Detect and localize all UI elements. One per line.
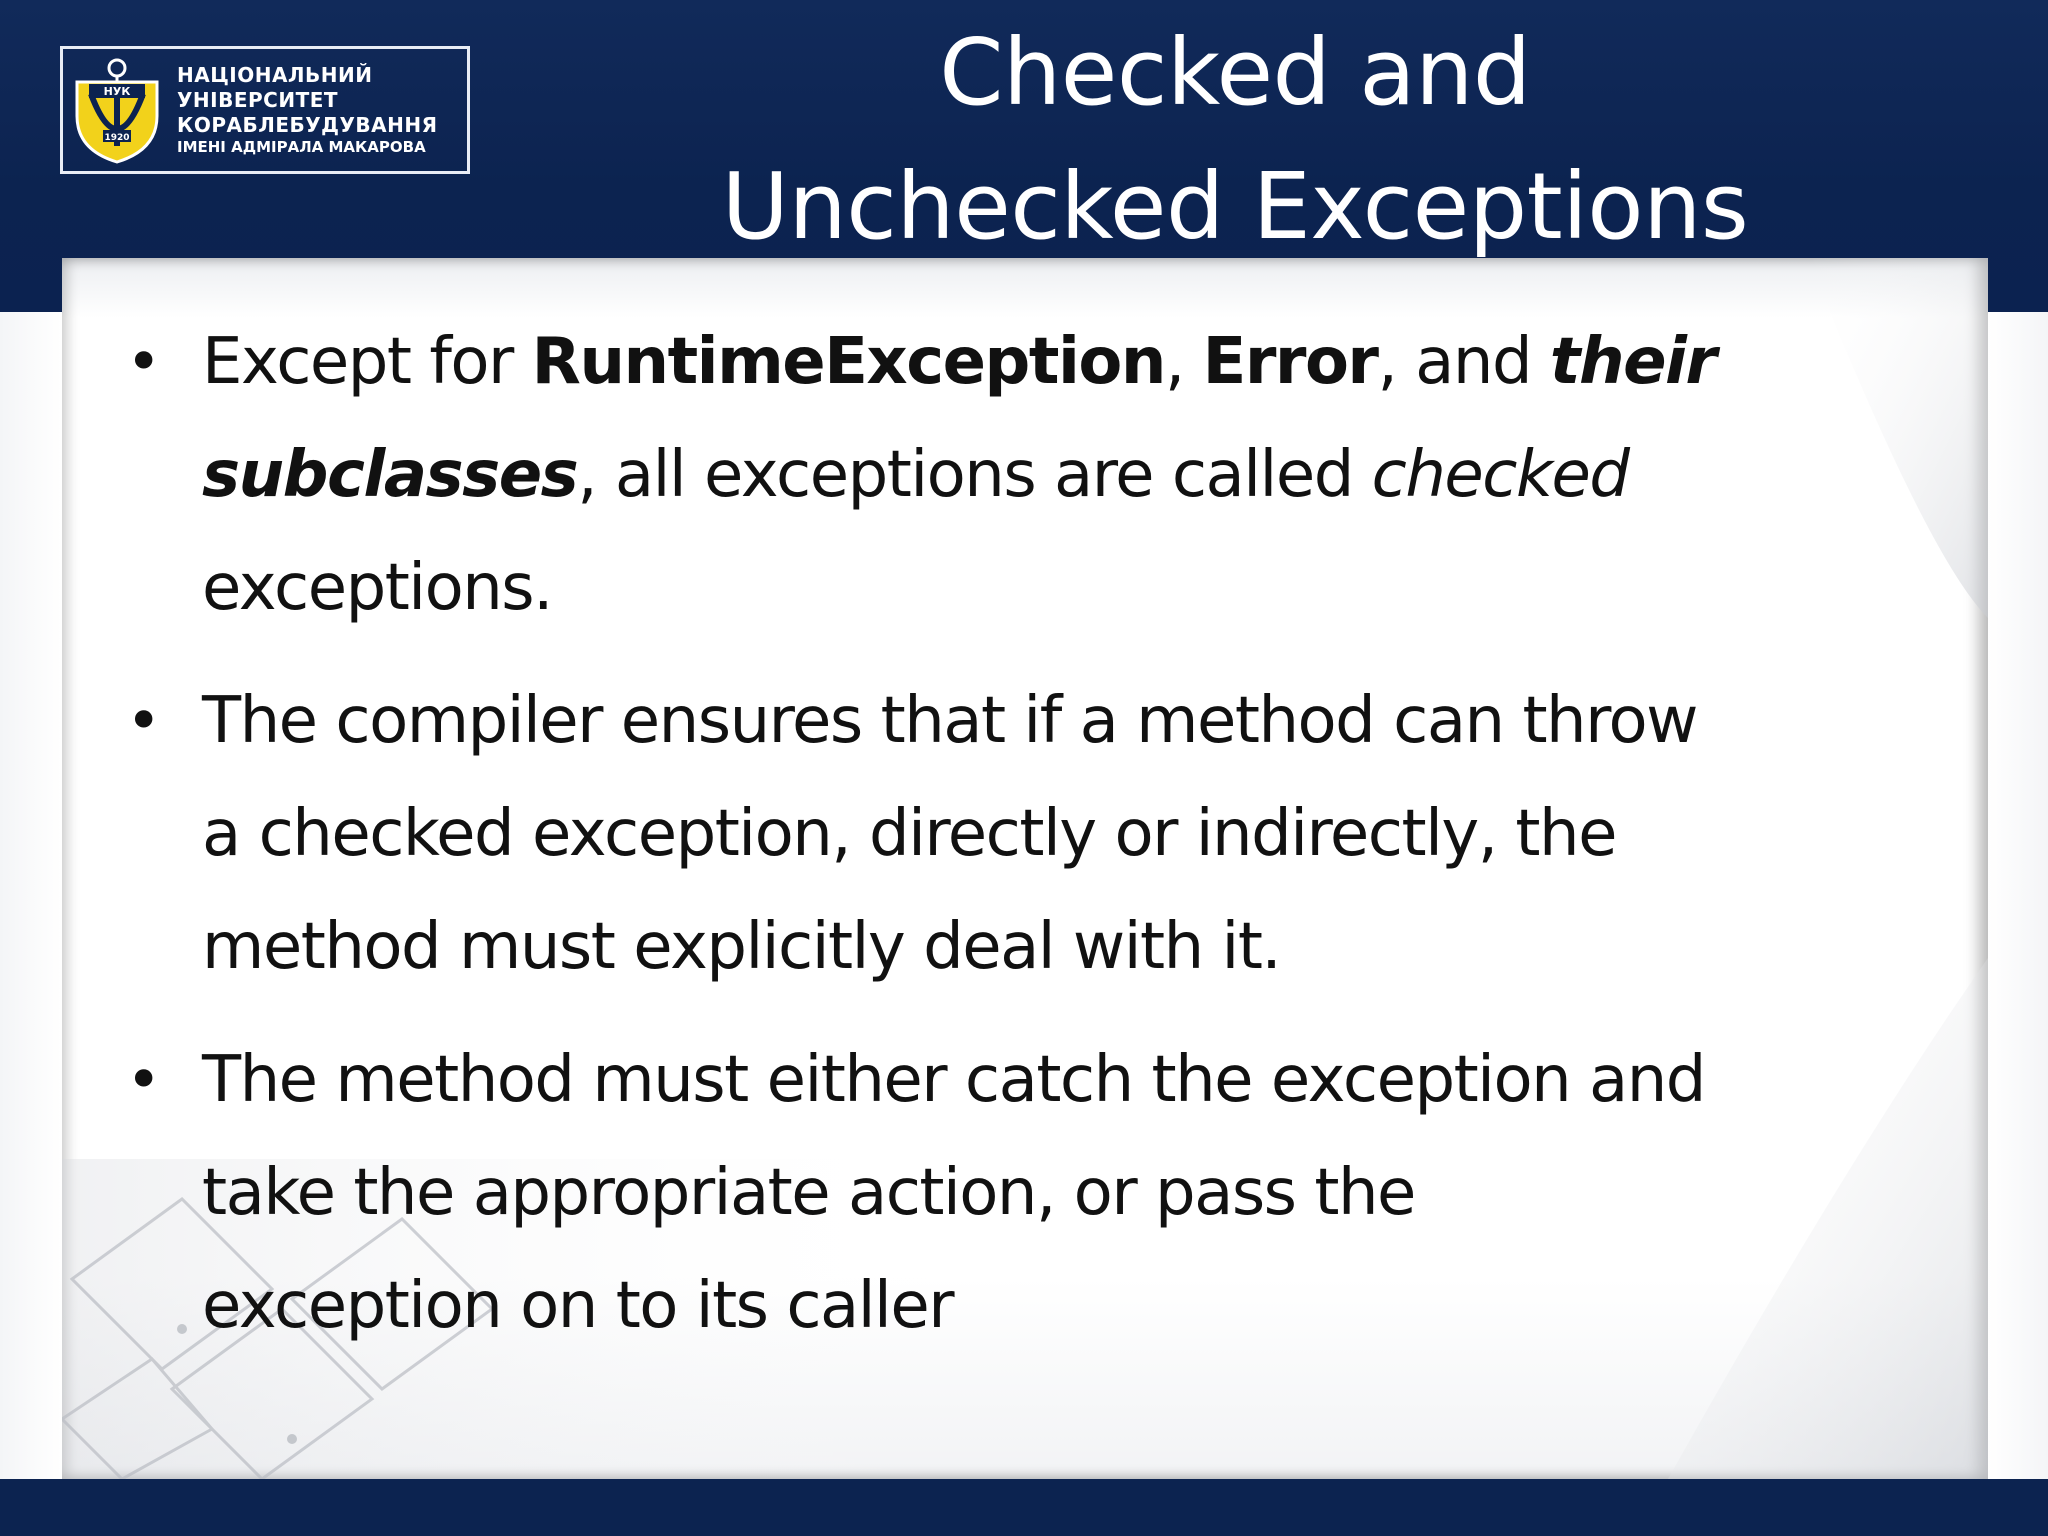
bullet-text-segment: , all exceptions are called [577, 438, 1372, 512]
bullet-item [120, 306, 1960, 645]
bullet-text-segment: a checked exception, directly or indirectly, the [202, 797, 1616, 871]
bullet-dot: • [126, 327, 160, 397]
bullet-line [202, 778, 1960, 891]
bullet-text-segment: their [1549, 325, 1716, 399]
logo-line-2: УНІВЕРСИТЕТ [177, 88, 339, 113]
footer-band [0, 1479, 2048, 1536]
bullet-text-segment: method must explicitly deal with it. [202, 910, 1281, 984]
slide-title-line-1: Checked and [939, 19, 1531, 126]
bullet-text-segment: exceptions. [202, 551, 552, 625]
slide-margin-right [1988, 312, 2048, 1479]
bullet-text-segment: , [1164, 325, 1203, 399]
bullet-text-segment: exception on to its caller [202, 1269, 953, 1343]
logo-line-4: ІМЕНІ АДМІРАЛА МАКАРОВА [177, 138, 426, 157]
shield-anchor-icon [69, 54, 165, 166]
slide-margin-left [0, 312, 62, 1479]
bullet-line [202, 891, 1960, 1004]
bullet-text-segment: Except for [202, 325, 532, 399]
bullet-item [120, 665, 1960, 1004]
bullet-line [202, 1250, 1960, 1363]
logo-line-1: НАЦІОНАЛЬНИЙ [177, 63, 373, 88]
bullet-text-segment: The method must either catch the exception and [202, 1043, 1705, 1117]
bullet-text-segment: subclasses [202, 438, 578, 512]
university-logo [60, 46, 470, 174]
bullet-text-segment: RuntimeException [531, 325, 1165, 399]
bullet-line [202, 1137, 1960, 1250]
emblem-year: 1920 [104, 133, 130, 143]
bullet-line [202, 419, 1960, 532]
slide-title-line-2: Unchecked Exceptions [721, 153, 1749, 260]
bullet-dot: • [126, 1045, 160, 1115]
bullet-text-segment: , and [1377, 325, 1550, 399]
bullet-line [202, 665, 1960, 778]
bullet-text-segment: Error [1202, 325, 1378, 399]
bullet-text-segment: The compiler ensures that if a method can throw [202, 684, 1697, 758]
bullet-text-segment: take the appropriate action, or pass the [202, 1156, 1415, 1230]
bullet-item [120, 1024, 1960, 1363]
bullet-dot: • [126, 686, 160, 756]
logo-line-3: КОРАБЛЕБУДУВАННЯ [177, 113, 438, 138]
bullet-line [202, 532, 1960, 645]
slide-title [640, 6, 1830, 274]
bullet-text-segment: checked [1371, 438, 1629, 512]
bullet-list [120, 306, 1960, 1383]
bullet-line [202, 1024, 1960, 1137]
emblem-abbrev: НУК [103, 85, 131, 98]
bullet-line [202, 306, 1960, 419]
logo-text [177, 63, 438, 157]
